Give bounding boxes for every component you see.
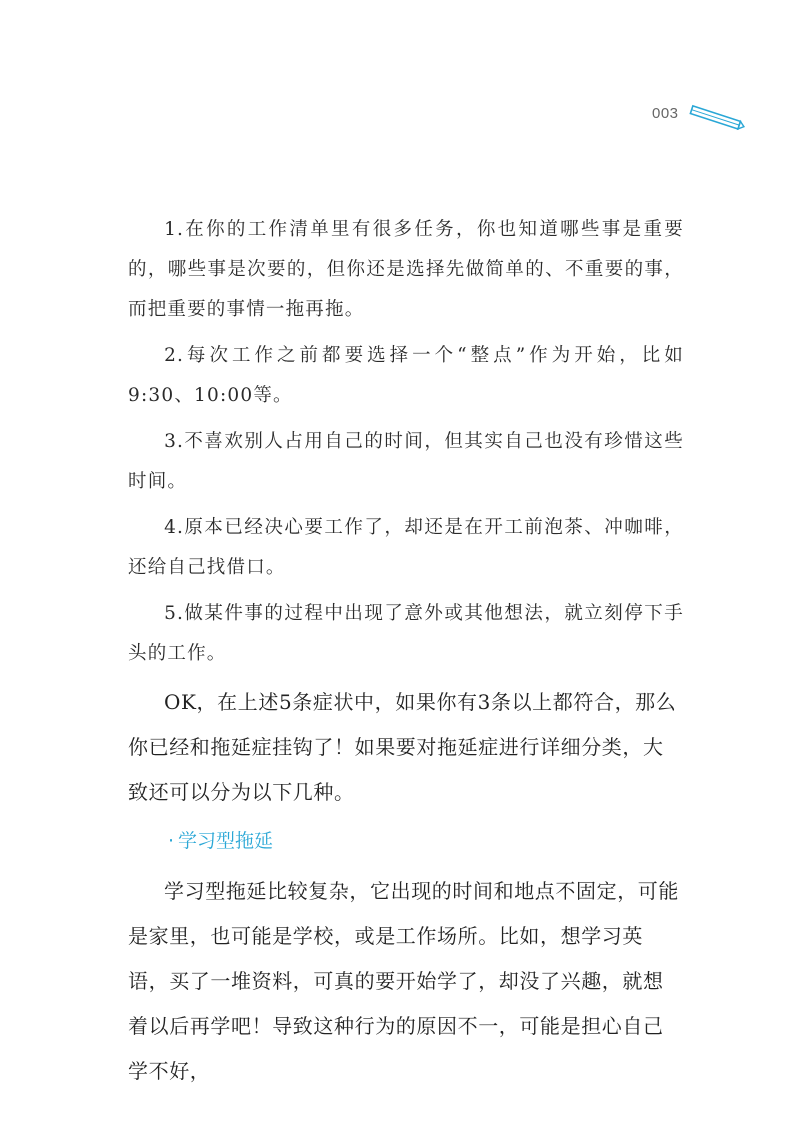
symptom-item-1: 1.在你的工作清单里有很多任务，你也知道哪些事是重要的，哪些事是次要的，但你还是选择先做简单的、不重要的事，而把重要的事情一拖再拖。 xyxy=(128,219,684,320)
symptom-item-2: 2.每次工作之前都要选择一个“整点”作为开始，比如9:30、10:00等。 xyxy=(128,345,684,406)
symptom-item-4: 4.原本已经决心要工作了，却还是在开工前泡茶、冲咖啡，还给自己找借口。 xyxy=(128,517,684,578)
symptom-item-5: 5.做某件事的过程中出现了意外或其他想法，就立刻停下手头的工作。 xyxy=(128,603,684,664)
section-paragraph: 学习型拖延比较复杂，它出现的时间和地点不固定，可能是家里，也可能是学校，或是工作场所。比如，想学习英语，买了一堆资料，可真的要开始学了，却没了兴趣，就想着以后再学吧！导致这种行为的原因不一，可能是担心自己学不好， xyxy=(128,879,679,1083)
page-number: 003 xyxy=(652,105,679,122)
page-header xyxy=(652,102,752,134)
section-heading xyxy=(128,821,684,861)
section-title: 学习型拖延 xyxy=(178,830,274,852)
symptom-item-3: 3.不喜欢别人占用自己的时间，但其实自己也没有珍惜这些时间。 xyxy=(128,431,684,492)
bullet-dot: · xyxy=(168,830,175,852)
summary-paragraph: OK，在上述5条症状中，如果你有3条以上都符合，那么你已经和拖延症挂钩了！如果要对拖延症进行详细分类，大致还可以分为以下几种。 xyxy=(128,690,677,804)
pencil-icon xyxy=(688,102,746,136)
page-body xyxy=(128,210,684,1100)
